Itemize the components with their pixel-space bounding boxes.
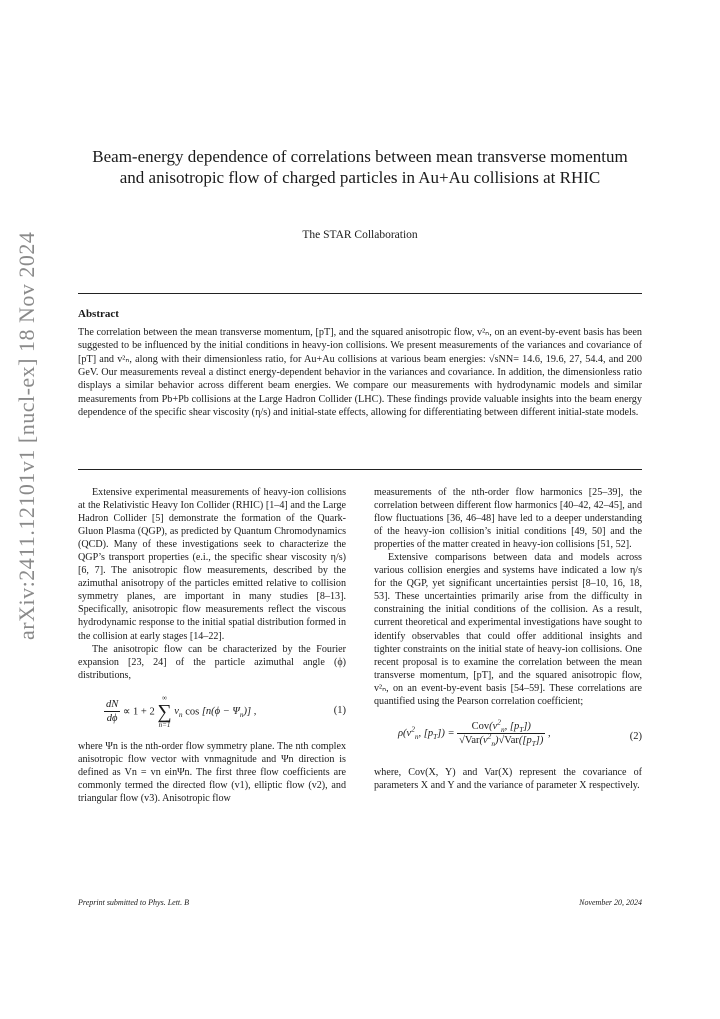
right-paragraph-2: Extensive comparisons between data and models across various collision energies and systems have indicated a low η/s for the QGP, yet significant uncertainties persist [8–10, 16, 18, 53]. These uncertainties primarily arise from the difficulty in constraining the initial conditions of the collision. As a result, current theoretical and experimental investigations have sought to identify observables that could offer additional insights and tighter constraints on the initial state of heavy-ion collisions. One recent proposal is to examine the correlation between the mean transverse momentum, [pT], and the squared anisotropic flow, v²ₙ, on an event-by-event basis [54–59]. These correlations are quantified using the Pearson correlation coefficient; bbox=[374, 552, 642, 707]
arxiv-identifier-stamp: arXiv:2411.12101v1 [nucl-ex] 18 Nov 2024 bbox=[14, 231, 39, 640]
footer-date: November 20, 2024 bbox=[579, 898, 642, 907]
right-paragraph-3: where, Cov(X, Y) and Var(X) represent the covariance of parameters X and Y and the variance of parameter X respectively. bbox=[374, 766, 642, 791]
equation-1: $\frac{dN}{d\phi}$ ∝ 1 + 2 ∞ ∑ n=1 $v_n$ $\cos [n(\phi - \Psi_n)]$ , (1) bbox=[106, 693, 346, 729]
abstract-heading: Abstract bbox=[78, 308, 119, 320]
abstract-body: The correlation between the mean transverse momentum, [pT], and the squared anisotropic flow, v²ₙ, on an event-by-event basis has been suggested to be influenced by the initial conditions in heavy-ion collisions. We present measurements of the variances and covariance of [pT] and v²ₙ, along with their dimensionless ratio, for Au+Au collisions at various beam energies: √sNN= 14.6, 19.6, 27, 54.4, and 200 GeV. Our measurements reveal a distinct energy-dependent behavior in the variances and covariance. In addition, the dimensionless ratio displays a similar behavior across different beam energies. We compare our measurements with hydrodynamic models and similar measurements from Pb+Pb collisions at the Large Hadron Collider (LHC). These findings provide valuable insights into the beam energy dependence of the specific shear viscosity (η/s) and initial-state effects, allowing for differentiating between different initial-state models. bbox=[78, 327, 642, 419]
equation-1-number: (1) bbox=[333, 704, 346, 716]
footer-submission-note: Preprint submitted to Phys. Lett. B bbox=[78, 898, 190, 907]
paper-title: Beam-energy dependence of correlations between mean transverse momentum and anisotropic flow of charged particles in Au+Au collisions at RHIC bbox=[92, 147, 628, 187]
abstract-top-rule bbox=[78, 293, 642, 294]
right-paragraph-1: measurements of the nth-order flow harmonics [25–39], the correlation between different flow harmonics [40–42, 42–45], and flow fluctuations [36, 46–48] have led to a deeper understanding of the heavy-ion collision’s initial conditions [49, 50] and the properties of the matter created in heavy-ion collisions [51, 52]. bbox=[374, 487, 642, 551]
left-column bbox=[78, 486, 346, 805]
equation-2: $\rho(v^2_n$, $[p_T]$) = $\frac{Cov(v^2_n, [p_T])}{√Var(v^2_n)√Var([p_T])}$ , (2) bbox=[398, 717, 642, 748]
abstract-bottom-rule bbox=[78, 469, 642, 470]
left-paragraph-3: where Ψn is the nth-order flow symmetry plane. The nth complex anisotropic flow vector with vnmagnitude and Ψn direction is defined as Vn = vn einΨn. The first three flow coefficients are commonly termed the directed flow (v1), elliptic flow (v2), and triangular flow (v3). Anisotropic flow bbox=[78, 740, 346, 804]
equation-2-number: (2) bbox=[629, 730, 642, 742]
left-paragraph-2: The anisotropic flow can be characterized by the Fourier expansion [23, 24] of the particle azimuthal angle (ϕ) distributions, bbox=[78, 643, 346, 681]
left-paragraph-1: Extensive experimental measurements of heavy-ion collisions at the Relativistic Heavy Ion Collider (RHIC) [1–4] and the Large Hadron Collider [5] demonstrate the formation of the Quark-Gluon Plasma (QGP), as predicted by Quantum Chromodynamics (QCD). Many of these investigations seek to characterize the QGP’s transport properties (e.i., the specific shear viscosity η/s) [6, 7]. The anisotropic flow measurements, described by the azimuthal anisotropy of the particles emitted relative to collision symmetry planes, are important in many studies [8–13]. Specifically, anisotropic flow measurements reflect the viscous hydrodynamic response to the initial spatial distribution formed in the collision at early stages [14–22]. bbox=[78, 487, 346, 642]
right-column bbox=[374, 486, 642, 792]
author-line: The STAR Collaboration bbox=[302, 229, 418, 241]
